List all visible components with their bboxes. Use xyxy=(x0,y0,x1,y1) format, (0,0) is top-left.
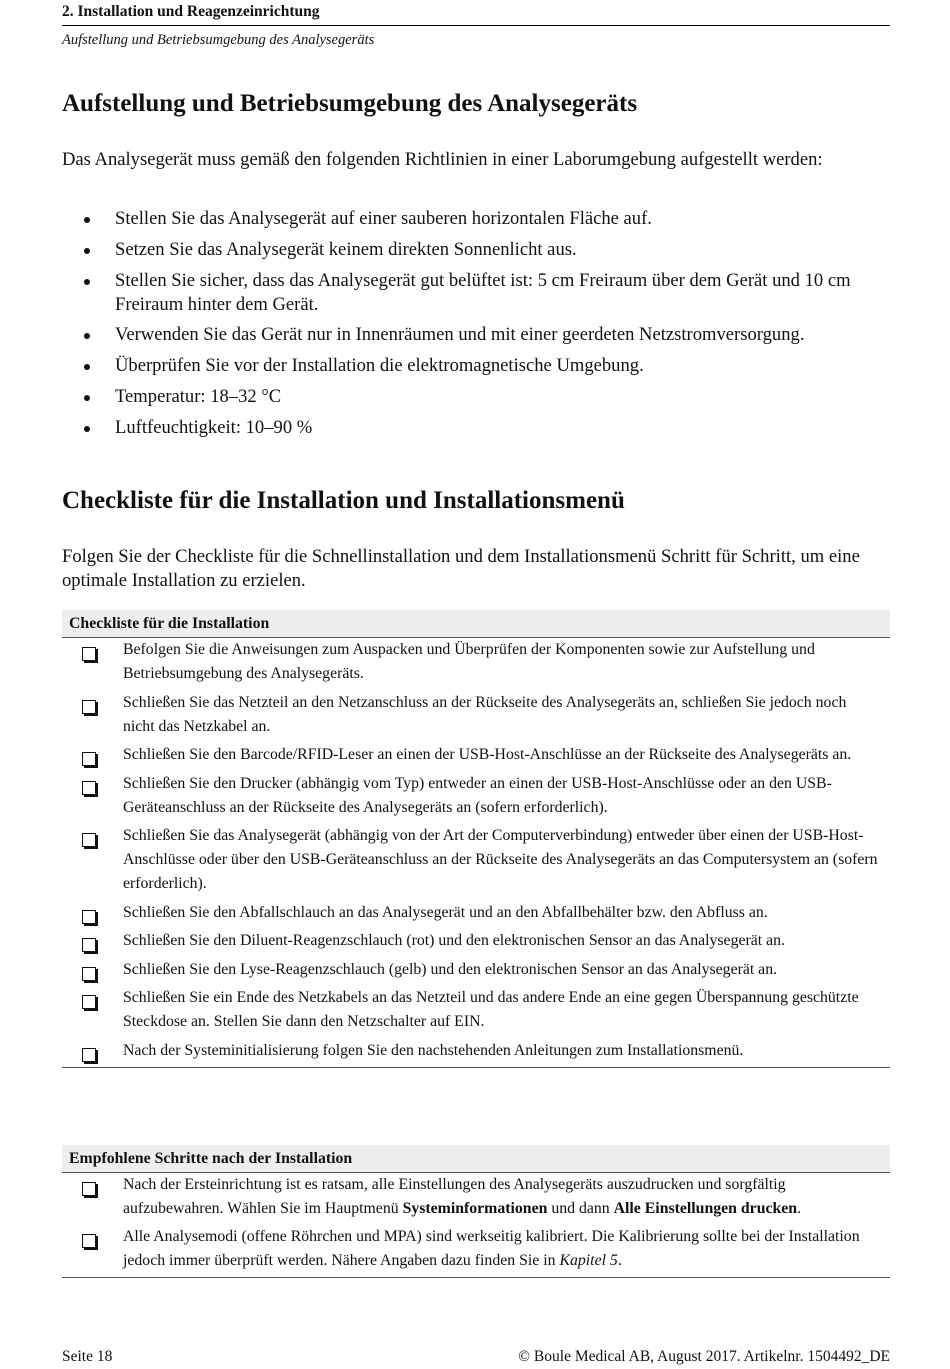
recommended-row: Nach der Ersteinrichtung ist es ratsam, alle Einstellungen des Analysegeräts auszudrucken und sorgfältig aufzubewahren. Wählen Sie im Hauptmenü Systeminformationen und dann Alle Einstellungen drucken. xyxy=(62,1173,890,1221)
recommended-row: Alle Analysemodi (offene Röhrchen und MPA) sind werkseitig kalibriert. Die Kalibrierung sollte bei der Installation jedoch immer überprüft werden. Nähere Angaben dazu finden Sie in Kapitel 5. xyxy=(62,1225,890,1273)
section-title-checklist: Checkliste für die Installation und Installationsmenü xyxy=(62,487,625,514)
checkbox-icon xyxy=(82,1234,96,1248)
copyright-notice: © Boule Medical AB, August 2017. Artikelnr. 1504492_DE xyxy=(518,1348,890,1365)
bullet-icon xyxy=(84,279,90,285)
recommended-table-heading: Empfohlene Schritte nach der Installation xyxy=(62,1145,890,1173)
list-item: Stellen Sie sicher, dass das Analysegerät gut belüftet ist: 5 cm Freiraum über dem Gerät und 10 cm Freiraum hinter dem Gerät. xyxy=(62,269,890,317)
list-item: Setzen Sie das Analysegerät keinem direkten Sonnenlicht aus. xyxy=(62,238,890,262)
bullet-icon xyxy=(84,333,90,339)
bullet-icon xyxy=(84,364,90,370)
list-item: Überprüfen Sie vor der Installation die elektromagnetische Umgebung. xyxy=(62,354,890,378)
bullet-icon xyxy=(84,248,90,254)
checklist-row: Schließen Sie das Netzteil an den Netzanschluss an der Rückseite des Analysegeräts an, schließen Sie jedoch noch nicht das Netzkabel an. xyxy=(62,691,890,739)
list-item: Temperatur: 18–32 °C xyxy=(62,385,890,409)
checklist-row: Schließen Sie den Barcode/RFID-Leser an einen der USB-Host-Anschlüsse an der Rückseite des Analysegeräts an. xyxy=(62,743,890,767)
menu-item-print-all-settings: Alle Einstellungen drucken xyxy=(613,1200,798,1217)
running-header-chapter: 2. Installation und Reagenzeinrichtung xyxy=(62,3,890,26)
checkbox-icon xyxy=(82,700,96,714)
menu-item-system-info: Systeminformationen xyxy=(402,1200,548,1217)
list-item: Verwenden Sie das Gerät nur in Innenräumen und mit einer geerdeten Netzstromversorgung. xyxy=(62,323,890,347)
checkbox-icon xyxy=(82,910,96,924)
list-item: Stellen Sie das Analysegerät auf einer sauberen horizontalen Fläche auf. xyxy=(62,207,890,231)
checklist-row: Schließen Sie den Diluent-Reagenzschlauch (rot) und den elektronischen Sensor an das Analysegerät an. xyxy=(62,929,890,953)
checklist-row: Schließen Sie den Abfallschlauch an das Analysegerät und an den Abfallbehälter bzw. den Abfluss an. xyxy=(62,901,890,925)
checkbox-icon xyxy=(82,647,96,661)
checkbox-icon xyxy=(82,1048,96,1062)
checklist-row: Schließen Sie den Lyse-Reagenzschlauch (gelb) und den elektronischen Sensor an das Analysegerät an. xyxy=(62,958,890,982)
page-number: Seite 18 xyxy=(62,1348,113,1365)
checkbox-icon xyxy=(82,781,96,795)
bullet-icon xyxy=(84,217,90,223)
document-page xyxy=(62,0,890,1369)
checkbox-icon xyxy=(82,995,96,1009)
recommended-steps-table xyxy=(62,1145,890,1278)
checkbox-icon xyxy=(82,752,96,766)
checkbox-icon xyxy=(82,967,96,981)
checklist-row: Nach der Systeminitialisierung folgen Sie den nachstehenden Anleitungen zum Installationsmenü. xyxy=(62,1039,890,1063)
checklist-row: Schließen Sie das Analysegerät (abhängig von der Art der Computerverbindung) entweder über einen der USB-Host-Anschlüsse oder über den USB-Geräteanschluss an der Rückseite des Analysegeräts an das Computersystem an (sofern erforderlich). xyxy=(62,824,890,896)
installation-checklist-table xyxy=(62,610,890,1068)
chapter-reference: Kapitel 5 xyxy=(559,1252,618,1269)
checklist-intro: Folgen Sie der Checkliste für die Schnellinstallation und dem Installationsmenü Schritt für Schritt, um eine optimale Installation zu erzielen. xyxy=(62,546,860,591)
checklist-row: Befolgen Sie die Anweisungen zum Auspacken und Überprüfen der Komponenten sowie zur Aufstellung und Betriebsumgebung des Analysegeräts. xyxy=(62,638,890,686)
checkbox-icon xyxy=(82,833,96,847)
running-header-section: Aufstellung und Betriebsumgebung des Analysegeräts xyxy=(62,32,375,48)
section-title-placement: Aufstellung und Betriebsumgebung des Analysegeräts xyxy=(62,90,638,117)
checkbox-icon xyxy=(82,1182,96,1196)
checklist-row: Schließen Sie den Drucker (abhängig vom Typ) entweder an einen der USB-Host-Anschlüsse oder an den USB-Geräteanschluss an der Rückseite des Analysegeräts an (sofern erforderlich). xyxy=(62,772,890,820)
placement-intro: Das Analysegerät muss gemäß den folgenden Richtlinien in einer Laborumgebung aufgestellt werden: xyxy=(62,149,823,170)
bullet-icon xyxy=(84,426,90,432)
bullet-icon xyxy=(84,395,90,401)
placement-guidelines-list xyxy=(62,207,890,447)
list-item: Luftfeuchtigkeit: 10–90 % xyxy=(62,416,890,440)
checklist-row: Schließen Sie ein Ende des Netzkabels an das Netzteil und das andere Ende an eine gegen Überspannung geschützte Steckdose an. Stellen Sie dann den Netzschalter auf EIN. xyxy=(62,986,890,1034)
checkbox-icon xyxy=(82,938,96,952)
checklist-table-heading: Checkliste für die Installation xyxy=(62,610,890,638)
